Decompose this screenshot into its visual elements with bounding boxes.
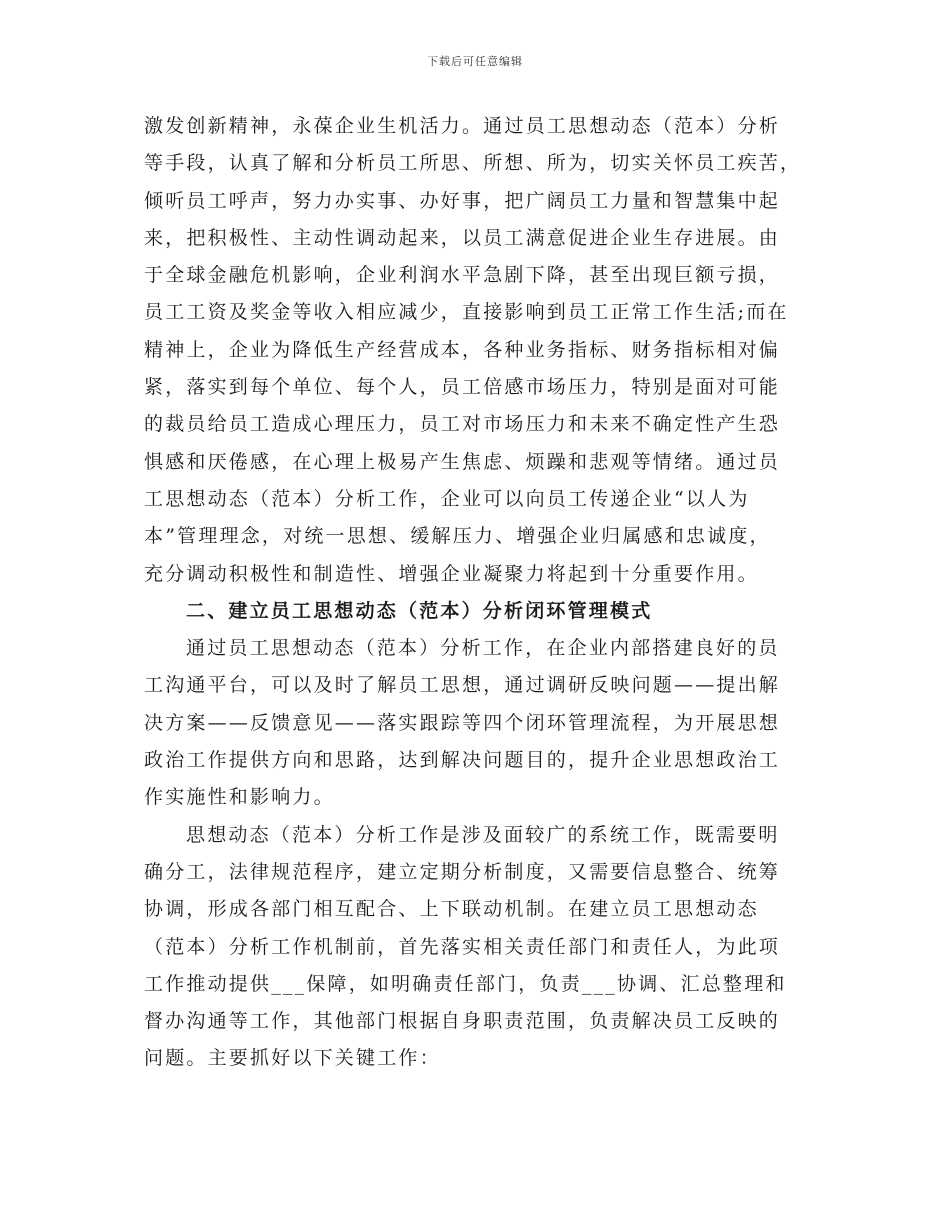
text-line: 通过员工思想动态（范本）分析工作，在企业内部搭建良好的员 [186,637,780,660]
text-line: 充分调动积极性和制造性、增强企业凝聚力将起到十分重要作用。 [144,562,759,585]
text-line: 激发创新精神，永葆企业生机活力。通过员工思想动态（范本）分析 [144,115,781,137]
text-line: 问题。主要抓好以下关键工作： [144,1047,441,1070]
text-line: 倾听员工呼声，努力办实事、办好事，把广阔员工力量和智慧集中起 [144,189,781,212]
text-line: 工沟通平台，可以及时了解员工思想，通过调研反映问题——提出解 [144,674,781,697]
text-line: 的裁员给员工造成心理压力，员工对市场压力和未来不确定性产生恐 [144,413,781,436]
text-line: （范本）分析工作机制前，首先落实相关责任部门和责任人，为此项 [144,935,781,958]
text-line: 督办沟通等工作，其他部门根据自身职责范围，负责解决员工反映的 [144,1010,781,1033]
paragraph-1 [144,108,816,593]
section-heading: 二、建立员工思想动态（范本）分析闭环管理模式 [186,599,653,622]
text-line: 决方案——反馈意见——落实跟踪等四个闭环管理流程，为开展思想 [144,711,781,734]
text-line: 紧，落实到每个单位、每个人，员工倍感市场压力，特别是面对可能 [144,376,781,399]
page-header: 下载后可任意编辑 [427,55,523,68]
text-line: 确分工，法律规范程序，建立定期分析制度，又需要信息整合、统筹 [144,860,781,883]
paragraph-3 [144,817,816,1078]
text-line: 惧感和厌倦感，在心理上极易产生焦虑、烦躁和悲观等情绪。通过员 [144,450,781,473]
text-line: 员工工资及奖金等收入相应减少，直接影响到员工正常工作生活;而在 [144,301,789,324]
text-line: 来，把积极性、主动性调动起来，以员工满意促进企业生存进展。由 [144,226,781,249]
text-line: 政治工作提供方向和思路，达到解决问题目的，提升企业思想政治工 [144,749,781,772]
text-line: 精神上，企业为降低生产经营成本，各种业务指标、财务指标相对偏 [144,338,781,361]
text-line: 工作推动提供___保障，如明确责任部门，负责___协调、汇总整理和 [144,972,787,995]
text-line: 本”管理理念，对统一思想、缓解压力、增强企业归属感和忠诚度， [144,525,771,548]
text-line: 工思想动态（范本）分析工作，企业可以向员工传递企业“以人为 [144,487,750,510]
text-line: 作实施性和影响力。 [144,786,335,809]
text-line: 思想动态（范本）分析工作是涉及面较广的系统工作，既需要明 [186,823,780,846]
text-line: 于全球金融危机影响，企业利润水平急剧下降，甚至出现巨额亏损， [144,264,781,287]
text-line: 协调，形成各部门相互配合、上下联动机制。在建立员工思想动态 [144,898,759,921]
text-line: 等手段，认真了解和分析员工所思、所想、所为，切实关怀员工疾苦， [144,152,802,175]
paragraph-2 [144,630,816,816]
document-body [144,108,816,1078]
